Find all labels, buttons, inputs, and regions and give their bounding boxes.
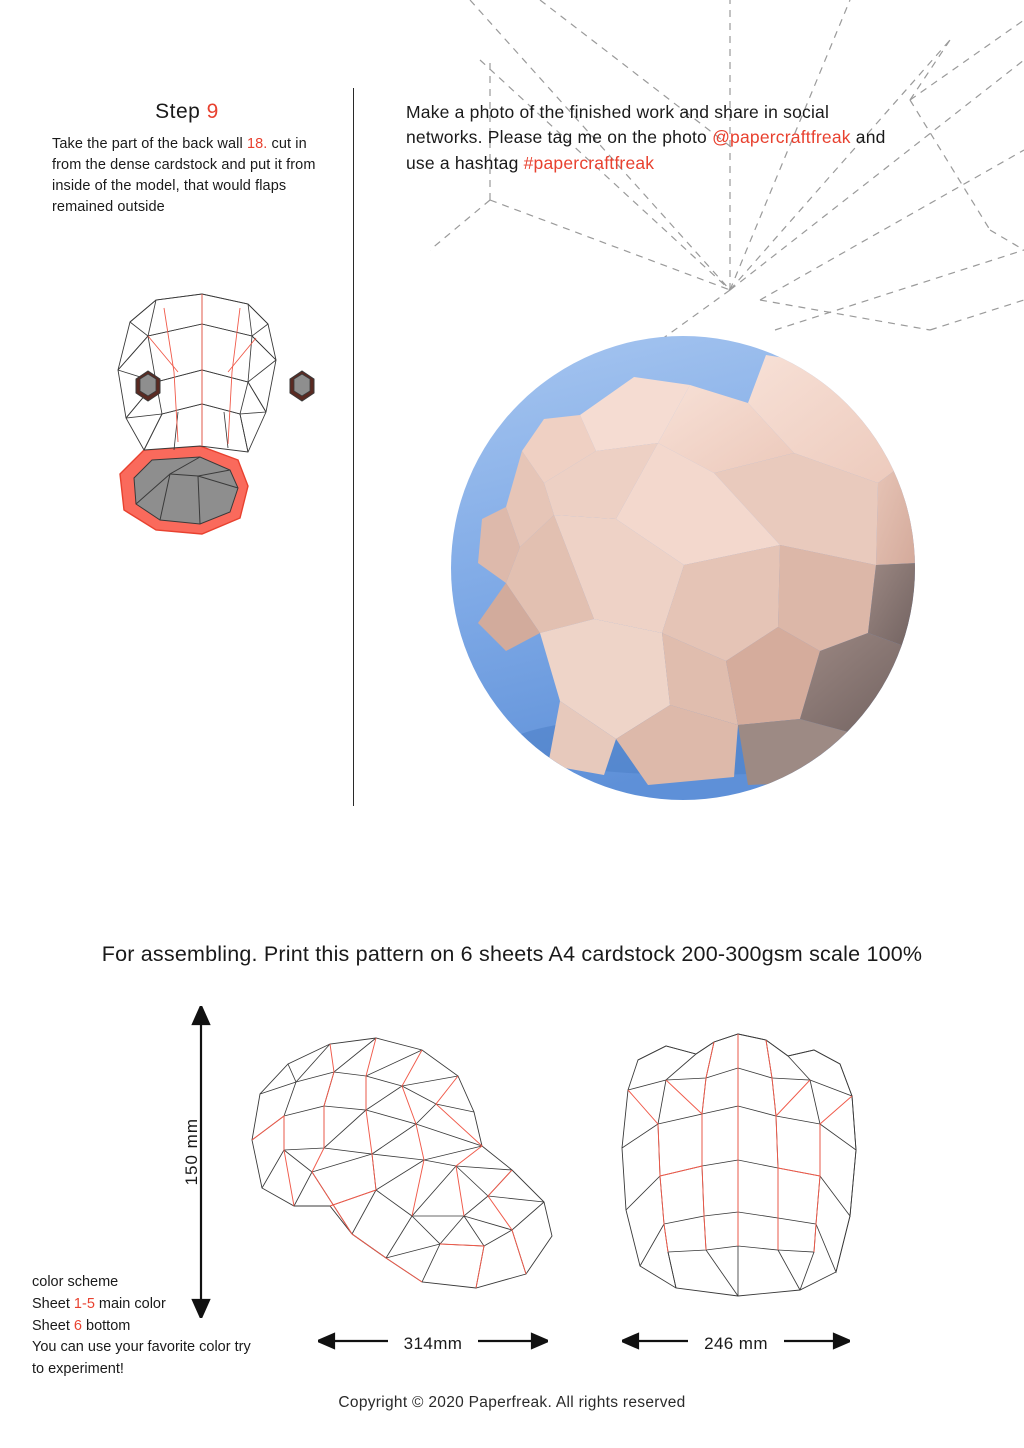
step-diagram-illustration xyxy=(52,262,322,552)
ear-right xyxy=(290,371,314,401)
sheet-range-1: 1-5 xyxy=(73,1295,95,1312)
vertical-divider xyxy=(353,88,354,806)
color-scheme-note xyxy=(32,1272,292,1381)
assembling-heading: For assembling. Print this pattern on 6 sheets A4 cardstock 200-300gsm scale 100% xyxy=(101,942,923,966)
color-scheme-line-4: to experiment! xyxy=(32,1361,124,1377)
color-scheme-line-3: You can use your favorite color try xyxy=(32,1339,251,1356)
share-line-2-pre: networks. Please tag me on the photo xyxy=(406,127,713,148)
color-scheme-line-2 xyxy=(32,1316,292,1338)
step-title xyxy=(52,100,322,124)
share-line-1: Make a photo of the finished work and share in social xyxy=(406,102,830,122)
share-line-3-pre: use a hashtag xyxy=(406,152,524,173)
color-scheme-line-1 xyxy=(32,1294,292,1316)
sheet-label-1: Sheet xyxy=(32,1295,74,1312)
height-dimension-label: 150 mm xyxy=(182,1118,201,1186)
width-dimension-label-left: 314mm xyxy=(403,1334,463,1353)
step-text-lead: Take the part of the back wall xyxy=(52,136,247,152)
share-instruction xyxy=(406,100,946,176)
pattern-side-view xyxy=(226,1020,566,1310)
step-part-number: 18. xyxy=(246,136,268,152)
social-handle[interactable]: @papercraftfreak xyxy=(712,127,851,148)
finished-model-photo xyxy=(448,333,918,803)
pattern-front-view xyxy=(610,1020,870,1310)
step-title-prefix: Step xyxy=(155,100,207,123)
sheet-label-2: Sheet xyxy=(32,1317,74,1334)
step-description xyxy=(52,134,322,218)
back-wall-part xyxy=(120,446,248,534)
copyright-notice: Copyright © 2020 Paperfreak. All rights reserved xyxy=(338,1394,686,1411)
step-number: 9 xyxy=(206,100,219,123)
sheet-desc-2: bottom xyxy=(82,1317,131,1334)
social-hashtag[interactable]: #papercraftfreak xyxy=(523,152,655,173)
step-instruction-block xyxy=(52,100,322,218)
share-line-2-post: and xyxy=(850,127,886,148)
sheet-range-2: 6 xyxy=(73,1317,82,1334)
color-scheme-title: color scheme xyxy=(32,1274,119,1290)
width-dimension-label-right: 246 mm xyxy=(704,1334,768,1353)
step-text-rest: cut in from the dense cardstock and put it from inside of the model, that would flaps remained outside xyxy=(52,136,316,216)
sheet-desc-1: main color xyxy=(94,1295,166,1312)
